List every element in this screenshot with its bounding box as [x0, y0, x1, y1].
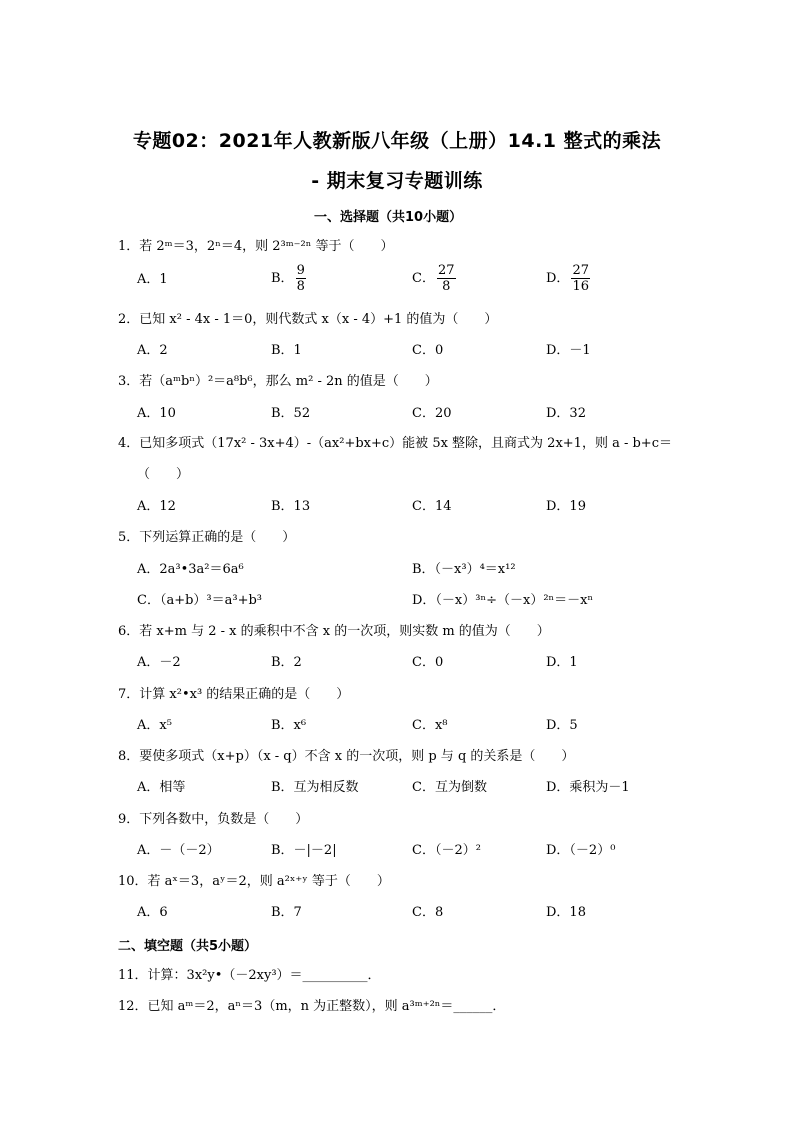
q9-option-c: C．（－2）² — [412, 843, 481, 858]
q1-option-d — [546, 263, 590, 294]
q8-option-d: D．乘积为－1 — [546, 780, 630, 795]
question-1: 1．若 2ᵐ＝3，2ⁿ＝4，则 2³ᵐ⁻²ⁿ 等于（ ） — [118, 239, 394, 254]
q2-option-b: B．1 — [271, 343, 302, 358]
q5-option-d: D．（－x）³ⁿ÷（－x）²ⁿ＝－xⁿ — [412, 593, 594, 608]
q7-option-d: D．5 — [546, 718, 578, 733]
q2-option-d: D．－1 — [546, 343, 591, 358]
q9-option-a: A．－（－2） — [137, 843, 220, 858]
fraction-den: 16 — [572, 279, 589, 294]
question-9: 9．下列各数中，负数是（ ） — [118, 812, 309, 827]
q1-option-b — [271, 263, 306, 294]
fraction-den: 8 — [442, 279, 451, 294]
fraction-num: 27 — [437, 263, 455, 278]
q1-option-c — [412, 263, 456, 294]
question-7: 7．计算 x²•x³ 的结果正确的是（ ） — [118, 687, 350, 702]
q3-option-a: A．10 — [137, 406, 176, 421]
fraction — [296, 263, 306, 294]
fraction-num: 9 — [296, 263, 305, 278]
q6-option-c: C．0 — [412, 655, 444, 670]
question-6: 6．若 x+m 与 2 - x 的乘积中不含 x 的一次项，则实数 m 的值为（ ） — [118, 624, 550, 639]
question-11: 11．计算：3x²y•（－2xy³）＝__________． — [118, 968, 381, 983]
q10-option-d: D．18 — [546, 905, 586, 920]
q8-option-b: B．互为相反数 — [271, 780, 359, 795]
q9-option-d: D．（－2）⁰ — [546, 843, 616, 858]
fraction-den: 8 — [296, 279, 305, 294]
q4-option-a: A．12 — [137, 499, 176, 514]
q10-option-a: A．6 — [137, 905, 168, 920]
q10-option-b: B．7 — [271, 905, 302, 920]
section-fill-heading: 二、填空题（共5小题） — [118, 939, 258, 954]
q5-option-a: A．2a³•3a²＝6a⁶ — [137, 562, 244, 577]
question-8: 8．要使多项式（x+p）（x - q）不含 x 的一次项，则 p 与 q 的关系是（ ） — [118, 749, 575, 764]
q1-option-d-label: D． — [546, 271, 570, 286]
fraction — [571, 263, 590, 294]
q1-option-a: A．1 — [137, 272, 168, 287]
q7-option-b: B．x⁶ — [271, 718, 307, 733]
q1-option-b-label: B． — [271, 271, 294, 286]
q3-option-b: B．52 — [271, 406, 311, 421]
q4-option-c: C．14 — [412, 499, 452, 514]
q8-option-c: C．互为倒数 — [412, 780, 487, 795]
q6-option-d: D．1 — [546, 655, 578, 670]
q1-option-c-label: C． — [412, 271, 435, 286]
title-line-1: 专题02：2021年人教新版八年级（上册）14.1 整式的乘法 — [132, 130, 662, 152]
q6-option-a: A．－2 — [137, 655, 181, 670]
q9-option-b: B．－|－2| — [271, 843, 337, 858]
question-10: 10．若 aˣ＝3，aʸ＝2，则 a²ˣ⁺ʸ 等于（ ） — [118, 874, 390, 889]
question-4-continued: （ ） — [137, 467, 190, 482]
question-3: 3．若（aᵐbⁿ）²＝a⁸b⁶，那么 m² - 2n 的值是（ ） — [118, 374, 438, 389]
q3-option-c: C．20 — [412, 406, 452, 421]
q3-option-d: D．32 — [546, 406, 586, 421]
section-choice-heading: 一、选择题（共10小题） — [314, 210, 463, 225]
q10-option-c: C．8 — [412, 905, 444, 920]
q4-option-b: B．13 — [271, 499, 311, 514]
q4-option-d: D．19 — [546, 499, 586, 514]
q2-option-a: A．2 — [137, 343, 168, 358]
question-12: 12．已知 aᵐ＝2，aⁿ＝3（m，n 为正整数），则 a³ᵐ⁺²ⁿ＝______． — [118, 999, 506, 1014]
question-4: 4．已知多项式（17x² - 3x+4）-（ax²+bx+c）能被 5x 整除，且商式为 2x+1，则 a - b+c＝ — [118, 436, 672, 451]
q5-option-c: C．（a+b）³＝a³+b³ — [137, 593, 263, 608]
q2-option-c: C．0 — [412, 343, 444, 358]
question-5: 5．下列运算正确的是（ ） — [118, 530, 296, 545]
q5-option-b: B．（－x³）⁴＝x¹² — [412, 562, 516, 577]
q8-option-a: A．相等 — [137, 780, 186, 795]
q7-option-a: A．x⁵ — [137, 718, 172, 733]
q6-option-b: B．2 — [271, 655, 302, 670]
q7-option-c: C．x⁸ — [412, 718, 448, 733]
title-line-2: - 期末复习专题训练 — [311, 170, 483, 192]
question-2: 2．已知 x² - 4x - 1＝0，则代数式 x（x - 4）+1 的值为（ ） — [118, 312, 498, 327]
fraction-num: 27 — [572, 263, 589, 278]
fraction — [437, 263, 456, 294]
